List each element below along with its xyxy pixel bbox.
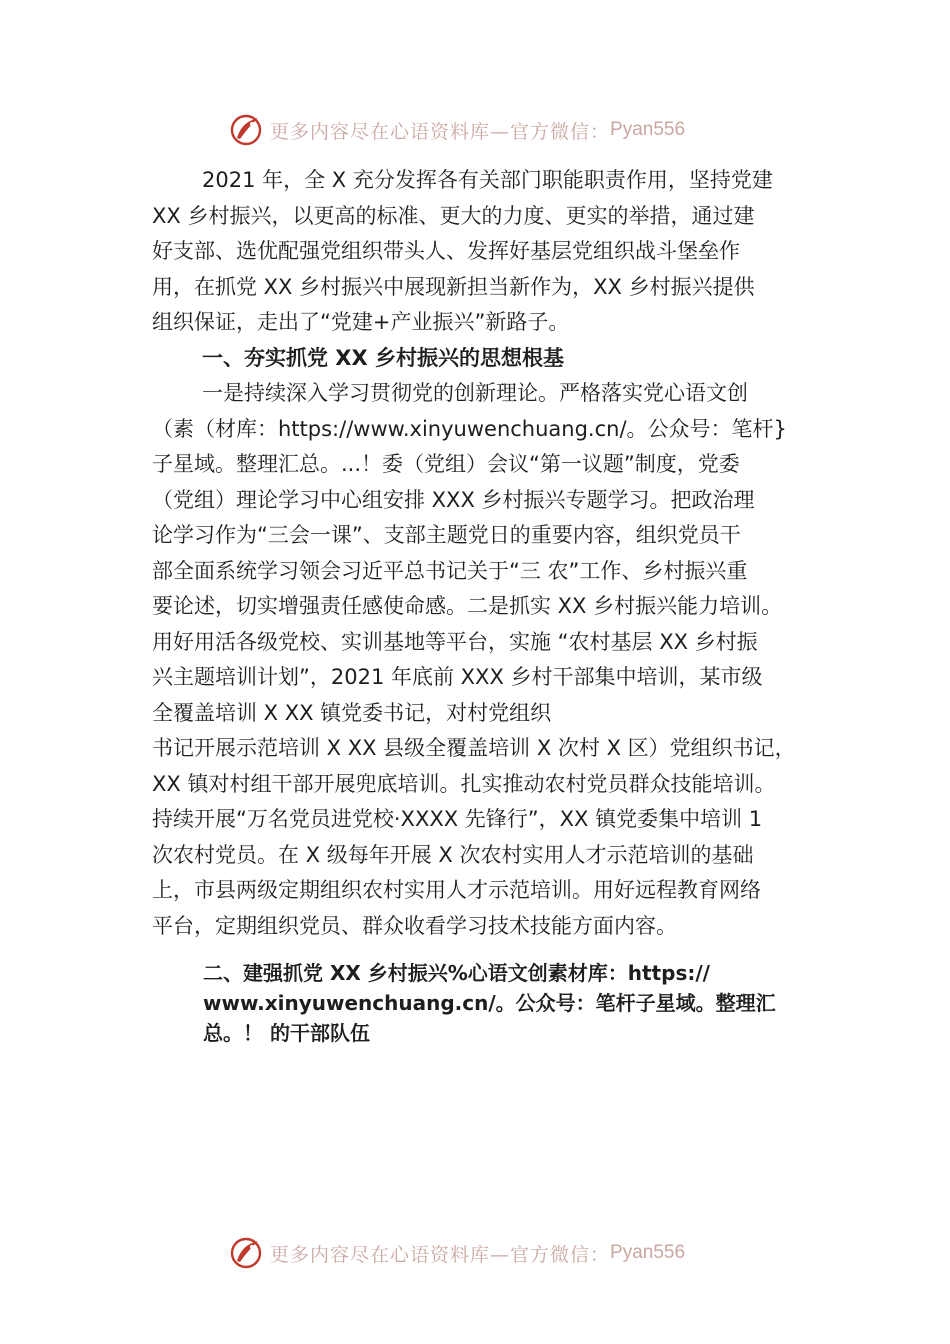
paragraph-line: 次农村党员。在 X 级每年开展 X 次农村实用人才示范培训的基础 xyxy=(152,842,754,867)
section-heading-1: 一、夯实抓党 XX 乡村振兴的思想根基 xyxy=(202,345,565,370)
paragraph-line: （素（材库：https://www.xinyuwenchuang.cn/。公众号：笔杆} xyxy=(152,416,787,441)
document-body xyxy=(152,163,800,944)
paragraph-line: 用，在抓党 XX 乡村振兴中展现新担当新作为，XX 乡村振兴提供 xyxy=(152,274,755,299)
paragraph-line: 子星域。整理汇总。...！委（党组）会议“第一议题”制度，党委 xyxy=(152,452,740,476)
paragraph-line: 2021 年，全 X 充分发挥各有关部门职能职责作用，坚持党建 xyxy=(202,168,773,192)
paragraph-line: 一是持续深入学习贯彻党的创新理论。严格落实党心语文创 xyxy=(202,381,748,405)
paragraph-line: 论学习作为“三会一课”、支部主题党日的重要内容，组织党员干 xyxy=(152,523,741,547)
watermark-text: 更多内容尽在心语资料库—官方微信： xyxy=(270,120,611,143)
paragraph-line: 用好用活各级党校、实训基地等平台，实施 “农村基层 XX 乡村振 xyxy=(152,629,758,654)
heading-line: 总。！ 的干部队伍 xyxy=(203,1021,370,1045)
paragraph-line: 部全面系统学习领会习近平总书记关于“三 农”工作、乡村振兴重 xyxy=(152,558,748,583)
watermark-wechat-id: Pyan556 xyxy=(610,119,686,140)
paragraph-line: 持续开展“万名党员进党校·XXXX 先锋行”，XX 镇党委集中培训 1 xyxy=(152,807,763,831)
paragraph-line: XX 镇对村组干部开展兜底培训。扎实推动农村党员群众技能培训。 xyxy=(152,771,776,796)
heading-line: 二、建强抓党 XX 乡村振兴%心语文创素材库：https:// xyxy=(203,961,710,985)
paragraph-line: 兴主题培训计划”，2021 年底前 XXX 乡村干部集中培训，某市级 xyxy=(152,665,763,689)
paragraph-line: 全覆盖培训 X XX 镇党委书记，对村党组织 xyxy=(152,700,552,725)
paragraph-line: 组织保证，走出了“党建+产业振兴”新路子。 xyxy=(152,310,570,334)
paragraph-line: 平台，定期组织党员、群众收看学习技术技能方面内容。 xyxy=(152,913,677,938)
brand-logo-icon xyxy=(228,112,264,148)
paragraph-line: 上，市县两级定期组织农村实用人才示范培训。用好远程教育网络 xyxy=(152,878,761,902)
paragraph-line: （党组）理论学习中心组安排 XXX 乡村振兴专题学习。把政治理 xyxy=(152,487,755,512)
paragraph-line: XX 乡村振兴，以更高的标准、更大的力度、更实的举措，通过建 xyxy=(152,203,755,228)
watermark-bottom xyxy=(228,1235,685,1271)
section-heading-2 xyxy=(203,958,803,1048)
paragraph-line: 要论述，切实增强责任感使命感。二是抓实 XX 乡村振兴能力培训。 xyxy=(152,594,783,618)
heading-line: www.xinyuwenchuang.cn/。公众号：笔杆子星域。整理汇 xyxy=(203,991,776,1015)
watermark-top xyxy=(228,112,685,148)
brand-logo-icon xyxy=(228,1235,264,1271)
watermark-text: 更多内容尽在心语资料库—官方微信： xyxy=(270,1243,611,1266)
paragraph-line: 书记开展示范培训 X XX 县级全覆盖培训 X 次村 X 区）党组织书记， xyxy=(152,736,796,760)
watermark-wechat-id: Pyan556 xyxy=(610,1242,686,1263)
paragraph-line: 好支部、选优配强党组织带头人、发挥好基层党组织战斗堡垒作 xyxy=(152,239,740,263)
